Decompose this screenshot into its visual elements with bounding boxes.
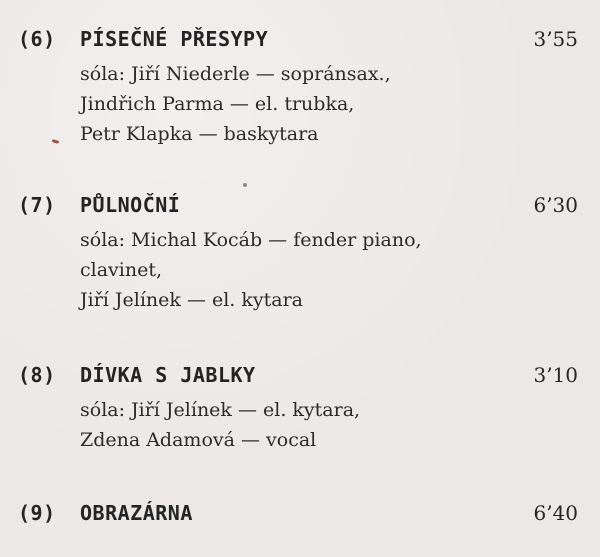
credit-line: Petr Klapka — baskytara: [80, 123, 319, 145]
dust-speck: [243, 183, 247, 187]
track-number: (7): [18, 193, 56, 217]
track-credits: [80, 59, 391, 149]
credit-line: Zdena Adamová — vocal: [80, 429, 317, 451]
credit-line: Jindřich Parma — el. trubka,: [80, 93, 355, 115]
track-duration: 6’40: [533, 501, 578, 525]
track-title: PÍSEČNÉ PŘESYPY: [80, 27, 269, 51]
credit-line: Jiří Jelínek — el. kytara: [80, 289, 303, 311]
track-duration: 6’30: [533, 193, 578, 217]
track-title: PŮLNOČNÍ: [80, 193, 181, 217]
credit-line: clavinet,: [80, 259, 163, 281]
credit-line: sóla: Jiří Niederle — sopránsax.,: [80, 63, 391, 85]
track-number: (6): [18, 27, 56, 51]
track-credits: [80, 395, 360, 455]
ink-speck: [52, 139, 60, 144]
credit-line: sóla: Michal Kocáb — fender piano,: [80, 229, 422, 251]
track-title: DÍVKA S JABLKY: [80, 363, 256, 387]
track-duration: 3’55: [533, 27, 578, 51]
track-credits: [80, 225, 422, 315]
track-number: (9): [18, 501, 56, 525]
track-title: OBRAZÁRNA: [80, 501, 193, 525]
track-number: (8): [18, 363, 56, 387]
track-duration: 3’10: [533, 363, 578, 387]
credit-line: sóla: Jiří Jelínek — el. kytara,: [80, 399, 361, 421]
